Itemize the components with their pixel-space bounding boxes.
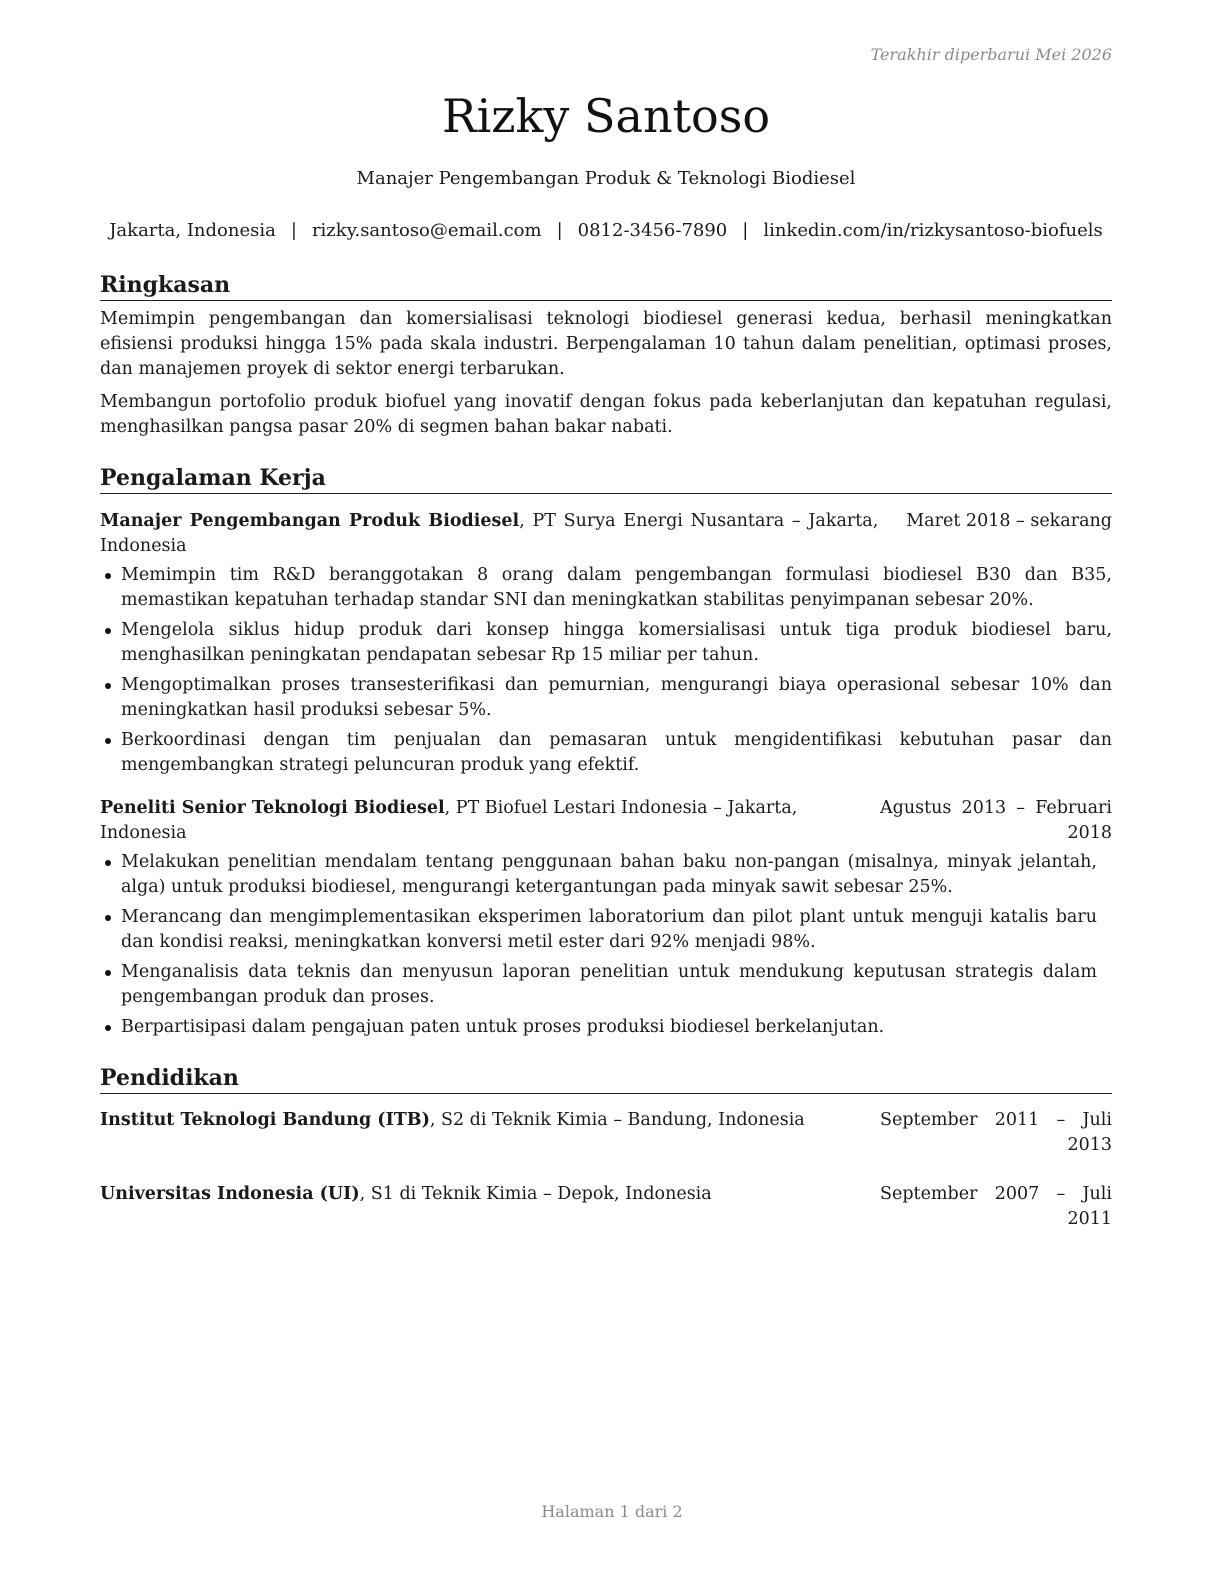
summary-section bbox=[100, 270, 1112, 440]
summary-paragraph: Membangun portofolio produk biofuel yang inovatif dengan fokus pada keberlanjutan dan kepatuhan regulasi, menghasilkan pangsa pasar 20% di segmen bahan bakar nabati. bbox=[100, 392, 1112, 437]
job-role: Manajer Pengembangan Produk Biodiesel bbox=[100, 511, 520, 531]
page-number: Halaman 1 dari 2 bbox=[541, 1502, 683, 1521]
education-dates: September 2007 – Juli 2011 bbox=[880, 1184, 1112, 1229]
education-heading: Pendidikan bbox=[100, 1063, 1112, 1094]
experience-section bbox=[100, 463, 1112, 1045]
job-dates: Agustus 2013 – Februari 2018 bbox=[880, 798, 1112, 843]
candidate-title: Manajer Pengembangan Produk & Teknologi Biodiesel bbox=[356, 168, 856, 189]
job-organization: , PT Surya Energi Nusantara – Jakarta, Indonesia bbox=[100, 511, 879, 556]
list-item: Berkoordinasi dengan tim penjualan dan pemasaran untuk mengidentifikasi kebutuhan pasar dan mengembangkan strategi peluncuran produk yang efektif. bbox=[100, 728, 1112, 778]
list-item: Mengoptimalkan proses transesterifikasi dan pemurnian, mengurangi biaya operasional sebesar 10% dan meningkatkan hasil produksi sebesar 5%. bbox=[100, 673, 1112, 723]
job-role: Peneliti Senior Teknologi Biodiesel bbox=[100, 798, 445, 818]
education-school: Universitas Indonesia (UI) bbox=[100, 1184, 360, 1204]
education-detail: , S1 di Teknik Kimia – Depok, Indonesia bbox=[359, 1184, 712, 1204]
contact-separator: | bbox=[290, 220, 297, 241]
education-title-line bbox=[100, 1108, 852, 1133]
job-bullets bbox=[100, 850, 1112, 1040]
education-entry bbox=[100, 1182, 1112, 1232]
job-header bbox=[100, 796, 1112, 846]
contact-email[interactable]: rizky.santoso@email.com bbox=[311, 220, 542, 241]
contact-linkedin[interactable]: linkedin.com/in/rizkysantoso-biofuels bbox=[763, 220, 1103, 241]
list-item: Merancang dan mengimplementasikan eksperimen laboratorium dan pilot plant untuk menguji katalis baru dan kondisi reaksi, meningkatkan konversi metil ester dari 92% menjadi 98%. bbox=[100, 905, 1112, 955]
contact-separator: | bbox=[556, 220, 563, 241]
candidate-name: Rizky Santoso bbox=[441, 89, 771, 143]
job-dates: Maret 2018 – sekarang bbox=[906, 511, 1112, 531]
contact-phone[interactable]: 0812-3456-7890 bbox=[577, 220, 728, 241]
job-organization: , PT Biofuel Lestari Indonesia – Jakarta, Indonesia bbox=[100, 798, 798, 843]
experience-heading: Pengalaman Kerja bbox=[100, 463, 1112, 494]
list-item: Melakukan penelitian mendalam tentang penggunaan bahan baku non-pangan (misalnya, minyak jelantah, alga) untuk produksi biodiesel, mengurangi ketergantungan pada minyak sawit sebesar 25%. bbox=[100, 850, 1112, 900]
job-bullets bbox=[100, 563, 1112, 778]
contact-separator: | bbox=[742, 220, 749, 241]
job-header bbox=[100, 509, 1112, 559]
last-updated: Terakhir diperbarui Mei 2026 bbox=[870, 45, 1112, 64]
job-title-line bbox=[100, 796, 852, 846]
list-item: Berpartisipasi dalam pengajuan paten untuk proses produksi biodiesel berkelanjutan. bbox=[100, 1015, 1112, 1040]
contact-line bbox=[100, 219, 1112, 243]
list-item: Menganalisis data teknis dan menyusun laporan penelitian untuk mendukung keputusan strategis dalam pengembangan produk dan proses. bbox=[100, 960, 1112, 1010]
education-section bbox=[100, 1063, 1112, 1232]
job-title-line bbox=[100, 509, 878, 559]
summary-heading: Ringkasan bbox=[100, 270, 1112, 301]
education-title-line bbox=[100, 1182, 852, 1207]
education-school: Institut Teknologi Bandung (ITB) bbox=[100, 1110, 430, 1130]
summary-paragraph: Memimpin pengembangan dan komersialisasi teknologi biodiesel generasi kedua, berhasil meningkatkan efisiensi produksi hingga 15% pada skala industri. Berpengalaman 10 tahun dalam penelitian, optimasi proses, dan manajemen proyek di sektor energi terbarukan. bbox=[100, 309, 1112, 379]
list-item: Mengelola siklus hidup produk dari konsep hingga komersialisasi untuk tiga produk biodiesel baru, menghasilkan peningkatan pendapatan sebesar Rp 15 miliar per tahun. bbox=[100, 618, 1112, 668]
list-item: Memimpin tim R&D beranggotakan 8 orang dalam pengembangan formulasi biodiesel B30 dan B35, memastikan kepatuhan terhadap standar SNI dan meningkatkan stabilitas penyimpanan sebesar 20%. bbox=[100, 563, 1112, 613]
education-detail: , S2 di Teknik Kimia – Bandung, Indonesia bbox=[429, 1110, 805, 1130]
contact-location: Jakarta, Indonesia bbox=[109, 220, 276, 241]
education-entry bbox=[100, 1108, 1112, 1158]
education-dates: September 2011 – Juli 2013 bbox=[880, 1110, 1112, 1155]
